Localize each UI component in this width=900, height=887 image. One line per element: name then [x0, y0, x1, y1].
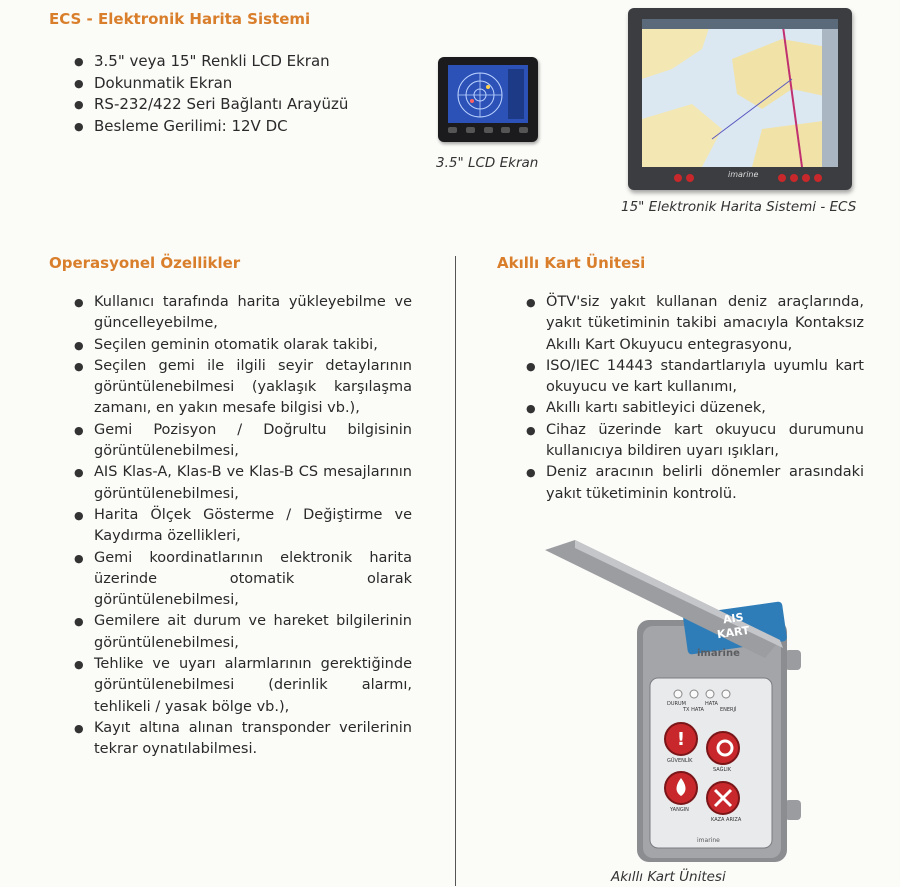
button-label: GÜVENLİK — [667, 758, 693, 764]
list-item: ● Besleme Gerilimi: 12V DC — [72, 116, 412, 138]
list-item: ● Gemi koordinatlarının elektronik harita üzerinde otomatik olarak görüntülenebilmesi, — [72, 548, 412, 612]
list-item: ● Seçilen gemi ile ilgili seyir detaylarının görüntülenebilmesi (yaklaşık karşılaşma zamanı, en yakın mesafe bilgisi vb.), — [72, 356, 412, 420]
list-item: ● Seçilen geminin otomatik olarak takibi, — [72, 335, 412, 356]
list-item: ● 3.5" veya 15" Renkli LCD Ekran — [72, 51, 412, 73]
list-item: ● Dokunmatik Ekran — [72, 73, 412, 95]
smart-card-list — [524, 292, 864, 505]
list-item: ● Gemi Pozisyon / Doğrultu bilgisinin görüntülenebilmesi, — [72, 420, 412, 463]
radar-display-icon — [448, 65, 528, 123]
list-item: ● ISO/IEC 14443 standartlarıyla uyumlu kart okuyucu ve kart kullanımı, — [524, 356, 864, 399]
card-label-ais: AIS — [722, 610, 745, 627]
list-item: ● ÖTV'siz yakıt kullanan deniz araçlarında, yakıt tüketiminin takibi amacıyla Kontaksız Akıllı Kart Okuyucu entegrasyonu, — [524, 292, 864, 356]
list-item: ● Kullanıcı tarafında harita yükleyebilme ve güncelleyebilme, — [72, 292, 412, 335]
faceplate-brand: imarine — [697, 837, 720, 844]
operational-title: Operasyonel Özellikler — [49, 254, 241, 272]
operational-list — [72, 292, 412, 761]
list-item: ● Gemilere ait durum ve hareket bilgilerinin görüntülenebilmesi, — [72, 611, 412, 654]
button-label: SAĞLIK — [713, 767, 732, 773]
list-item: ● RS-232/422 Seri Bağlantı Arayüzü — [72, 94, 412, 116]
ecs-monitor-image — [628, 8, 852, 190]
list-item: ● Deniz aracının belirli dönemler arasındaki yakıt tüketiminin kontrolü. — [524, 462, 864, 505]
smart-card-title: Akıllı Kart Ünitesi — [497, 254, 646, 272]
led-label: TX HATA — [683, 707, 704, 713]
smart-card-unit-image — [545, 540, 805, 868]
button-label: KAZA ARIZA — [711, 817, 742, 823]
led-label: ENERJİ — [720, 707, 737, 713]
column-divider — [455, 256, 456, 886]
smart-card-caption: Akıllı Kart Ünitesi — [611, 869, 726, 885]
card-label-kart: KART — [716, 623, 751, 642]
list-item: ● Harita Ölçek Gösterme / Değiştirme ve Kaydırma özellikleri, — [72, 505, 412, 548]
ecs-feature-list — [72, 51, 412, 137]
monitor-brand: imarine — [728, 170, 759, 179]
small-lcd-caption: 3.5" LCD Ekran — [436, 155, 539, 171]
ecs-title: ECS - Elektronik Harita Sistemi — [49, 10, 311, 28]
list-item: ● Akıllı kartı sabitleyici düzenek, — [524, 398, 864, 419]
list-item: ● Kayıt altına alınan transponder verilerinin tekrar oynatılabilmesi. — [72, 718, 412, 761]
svg-text:!: ! — [676, 729, 686, 750]
small-lcd-image — [438, 57, 538, 142]
list-item: ● AIS Klas-A, Klas-B ve Klas-B CS mesajlarının görüntülenebilmesi, — [72, 462, 412, 505]
ecs-monitor-caption: 15" Elektronik Harita Sistemi - ECS — [621, 199, 857, 215]
nautical-chart-icon — [642, 19, 838, 167]
led-label: HATA — [705, 701, 718, 707]
button-label: YANGIN — [670, 807, 689, 813]
led-label: DURUM — [667, 701, 686, 707]
device-brand: imarine — [697, 648, 740, 659]
list-item: ● Tehlike ve uyarı alarmlarının gerektiğinde görüntülenebilmesi (derinlik alarmı, tehlikeli / yasak bölge vb.), — [72, 654, 412, 718]
list-item: ● Cihaz üzerinde kart okuyucu durumunu kullanıcıya bildiren uyarı ışıkları, — [524, 420, 864, 463]
